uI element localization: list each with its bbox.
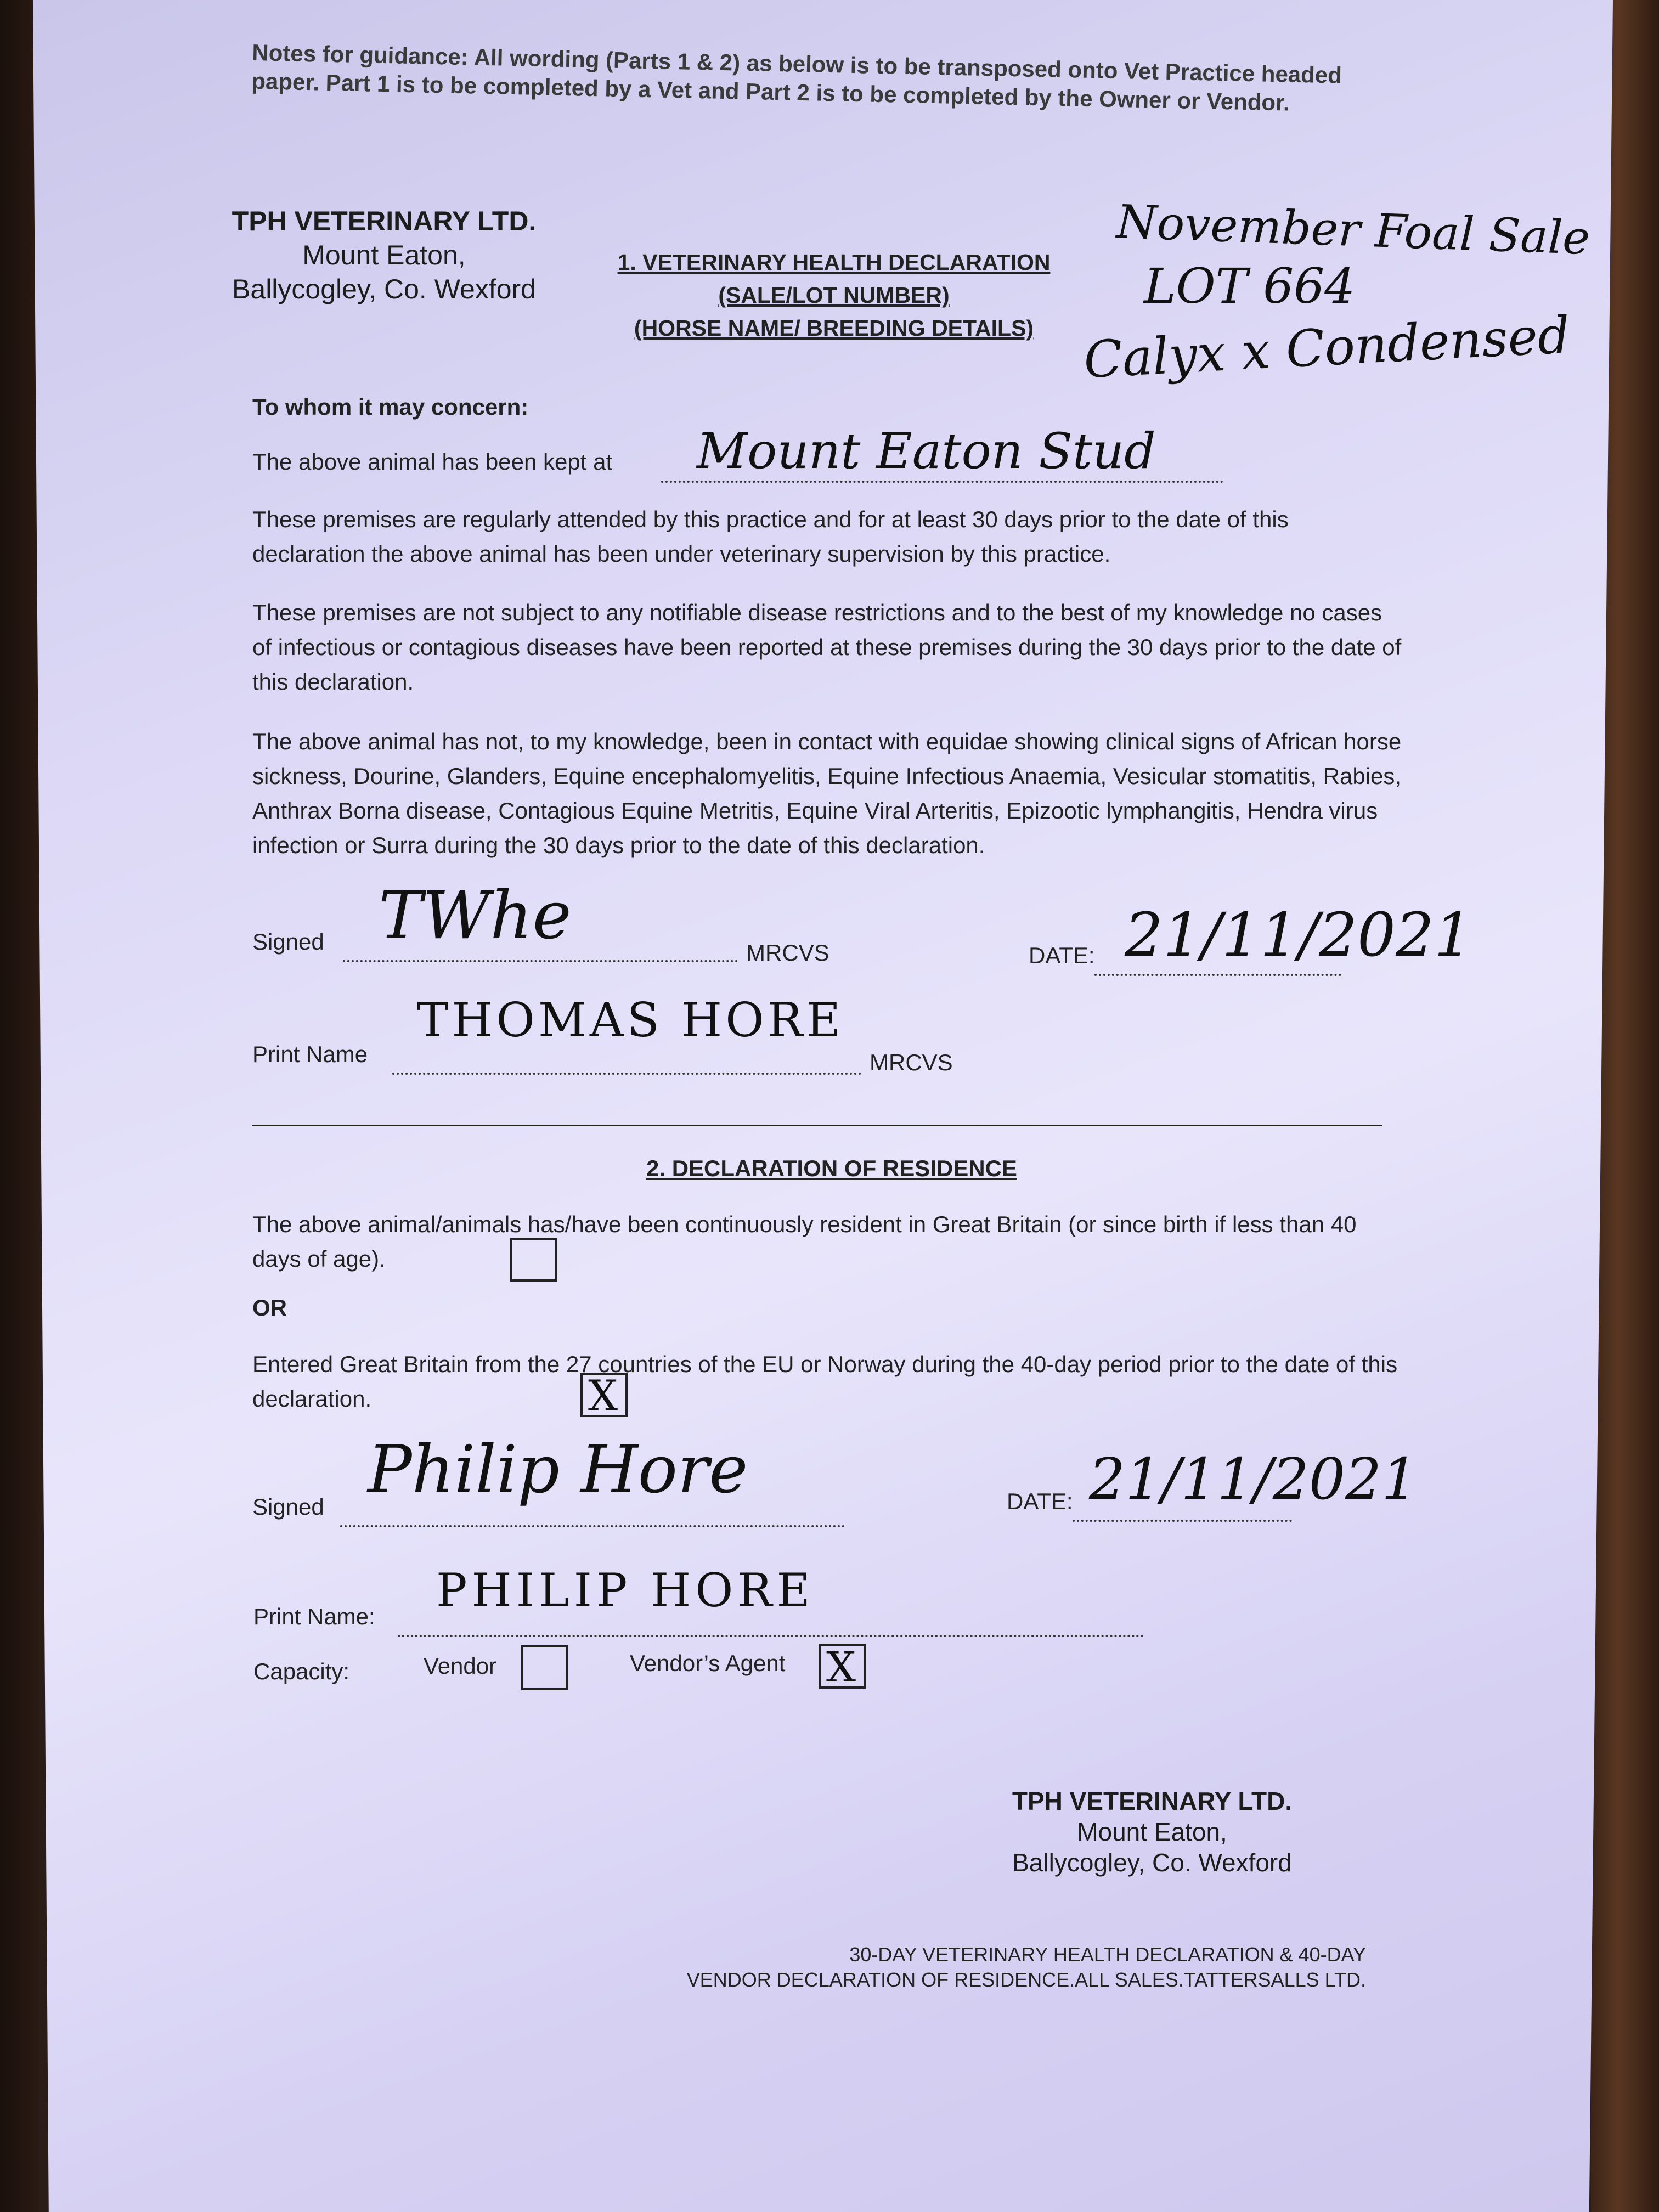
footer-caption-line1: 30-DAY VETERINARY HEALTH DECLARATION & 40-DAY xyxy=(849,1943,1366,1966)
vendors-agent-check-mark: X xyxy=(826,1643,856,1691)
owner-print-name-label: Print Name: xyxy=(253,1604,375,1629)
title-line1: 1. VETERINARY HEALTH DECLARATION xyxy=(617,250,1051,275)
kept-at-handwritten: Mount Eaton Stud xyxy=(697,422,1156,480)
vet-print-name-value: THOMAS HORE xyxy=(417,993,844,1048)
salutation: To whom it may concern: xyxy=(252,394,529,420)
kept-at-label: The above animal has been kept at xyxy=(252,449,613,475)
health-declaration-title xyxy=(609,246,1059,345)
owner-date-value: 21/11/2021 xyxy=(1089,1446,1418,1513)
vet-date-label: DATE: xyxy=(1029,943,1095,968)
handwritten-breeding: Calyx x Condensed xyxy=(1082,305,1572,390)
vet-print-name-label: Print Name xyxy=(252,1041,368,1067)
handwritten-sale-name: November Foal Sale xyxy=(1115,194,1591,266)
vet-print-name-line xyxy=(392,1051,861,1075)
title-line2: (SALE/LOT NUMBER) xyxy=(718,283,950,308)
footer-company xyxy=(977,1786,1328,1878)
resident-gb-checkbox[interactable] xyxy=(510,1238,557,1282)
section-divider xyxy=(252,1125,1383,1126)
owner-date-label: DATE: xyxy=(1007,1488,1073,1514)
entered-gb-option: Entered Great Britain from the 27 countries of the EU or Norway during the 40-day period prior to the date of this declaration. xyxy=(252,1351,1398,1412)
owner-signed-label: Signed xyxy=(252,1494,324,1520)
capacity-label: Capacity: xyxy=(253,1658,350,1684)
resident-gb-option: The above animal/animals has/have been continuously resident in Great Britain (or since birth if less than 40 days of age). xyxy=(252,1211,1357,1272)
or-label: OR xyxy=(252,1295,287,1321)
supervision-paragraph: These premises are regularly attended by this practice and for at least 30 days prior to the date of this declaration the above animal has been under veterinary supervision by this practice. xyxy=(252,506,1289,567)
vendors-agent-label: Vendor’s Agent xyxy=(630,1650,786,1676)
company-address-line1: Mount Eaton, xyxy=(302,240,466,270)
footer-address-line1: Mount Eaton, xyxy=(1077,1818,1227,1846)
owner-print-name-value: PHILIP HORE xyxy=(436,1564,815,1617)
vendor-label: Vendor xyxy=(424,1653,497,1679)
vendors-agent-checkbox[interactable] xyxy=(819,1644,866,1689)
vet-signed-label: Signed xyxy=(252,929,324,955)
footer-caption-line2: VENDOR DECLARATION OF RESIDENCE.ALL SALES.TATTERSALLS LTD. xyxy=(686,1968,1366,1991)
company-address-line2: Ballycogley, Co. Wexford xyxy=(232,274,536,304)
vet-date-value: 21/11/2021 xyxy=(1125,900,1473,970)
disease-restriction-paragraph: These premises are not subject to any notifiable disease restrictions and to the best of my knowledge no cases of infectious or contagious diseases have been reported at these premises during the 30 days prior to the date of this declaration. xyxy=(252,600,1402,695)
vet-signature: TWhe xyxy=(379,878,572,954)
footer-company-name: TPH VETERINARY LTD. xyxy=(1012,1787,1293,1815)
vet-signed-mrcvs: MRCVS xyxy=(746,940,830,966)
company-name: TPH VETERINARY LTD. xyxy=(232,206,537,236)
owner-signature: Philip Hore xyxy=(368,1432,748,1508)
title-line3: (HORSE NAME/ BREEDING DETAILS) xyxy=(634,315,1034,341)
vendor-checkbox[interactable] xyxy=(521,1645,568,1690)
entered-gb-checkbox[interactable] xyxy=(580,1371,628,1420)
table-edge-left xyxy=(0,0,38,2212)
residence-declaration-title: 2. DECLARATION OF RESIDENCE xyxy=(646,1155,1017,1181)
contact-disease-paragraph: The above animal has not, to my knowledge, been in contact with equidae showing clinical signs of African horse sickness, Dourine, Glanders, Equine encephalomyelitis, Equine Infectious Anaemia, Vesicular stomatitis, Rabies, Anthrax Borna disease, Contagious Equine Metritis, Equine Viral Arteritis, Epizootic lymphangitis, Hendra virus infection or Surra during the 30 days prior to the date of this declaration. xyxy=(252,729,1402,858)
guidance-notes: Notes for guidance: All wording (Parts 1 & 2) as below is to be transposed onto Vet Practice headed paper. Part 1 is to be completed by a Vet and Part 2 is to be completed by the Owner or Vendor. xyxy=(251,39,1342,116)
vet-print-mrcvs: MRCVS xyxy=(870,1049,953,1075)
handwritten-lot-number: LOT 664 xyxy=(1144,258,1356,314)
footer-caption xyxy=(603,1942,1366,1993)
company-header xyxy=(203,204,565,306)
entered-gb-check-mark: X xyxy=(588,1371,618,1420)
footer-address-line2: Ballycogley, Co. Wexford xyxy=(1012,1848,1292,1877)
